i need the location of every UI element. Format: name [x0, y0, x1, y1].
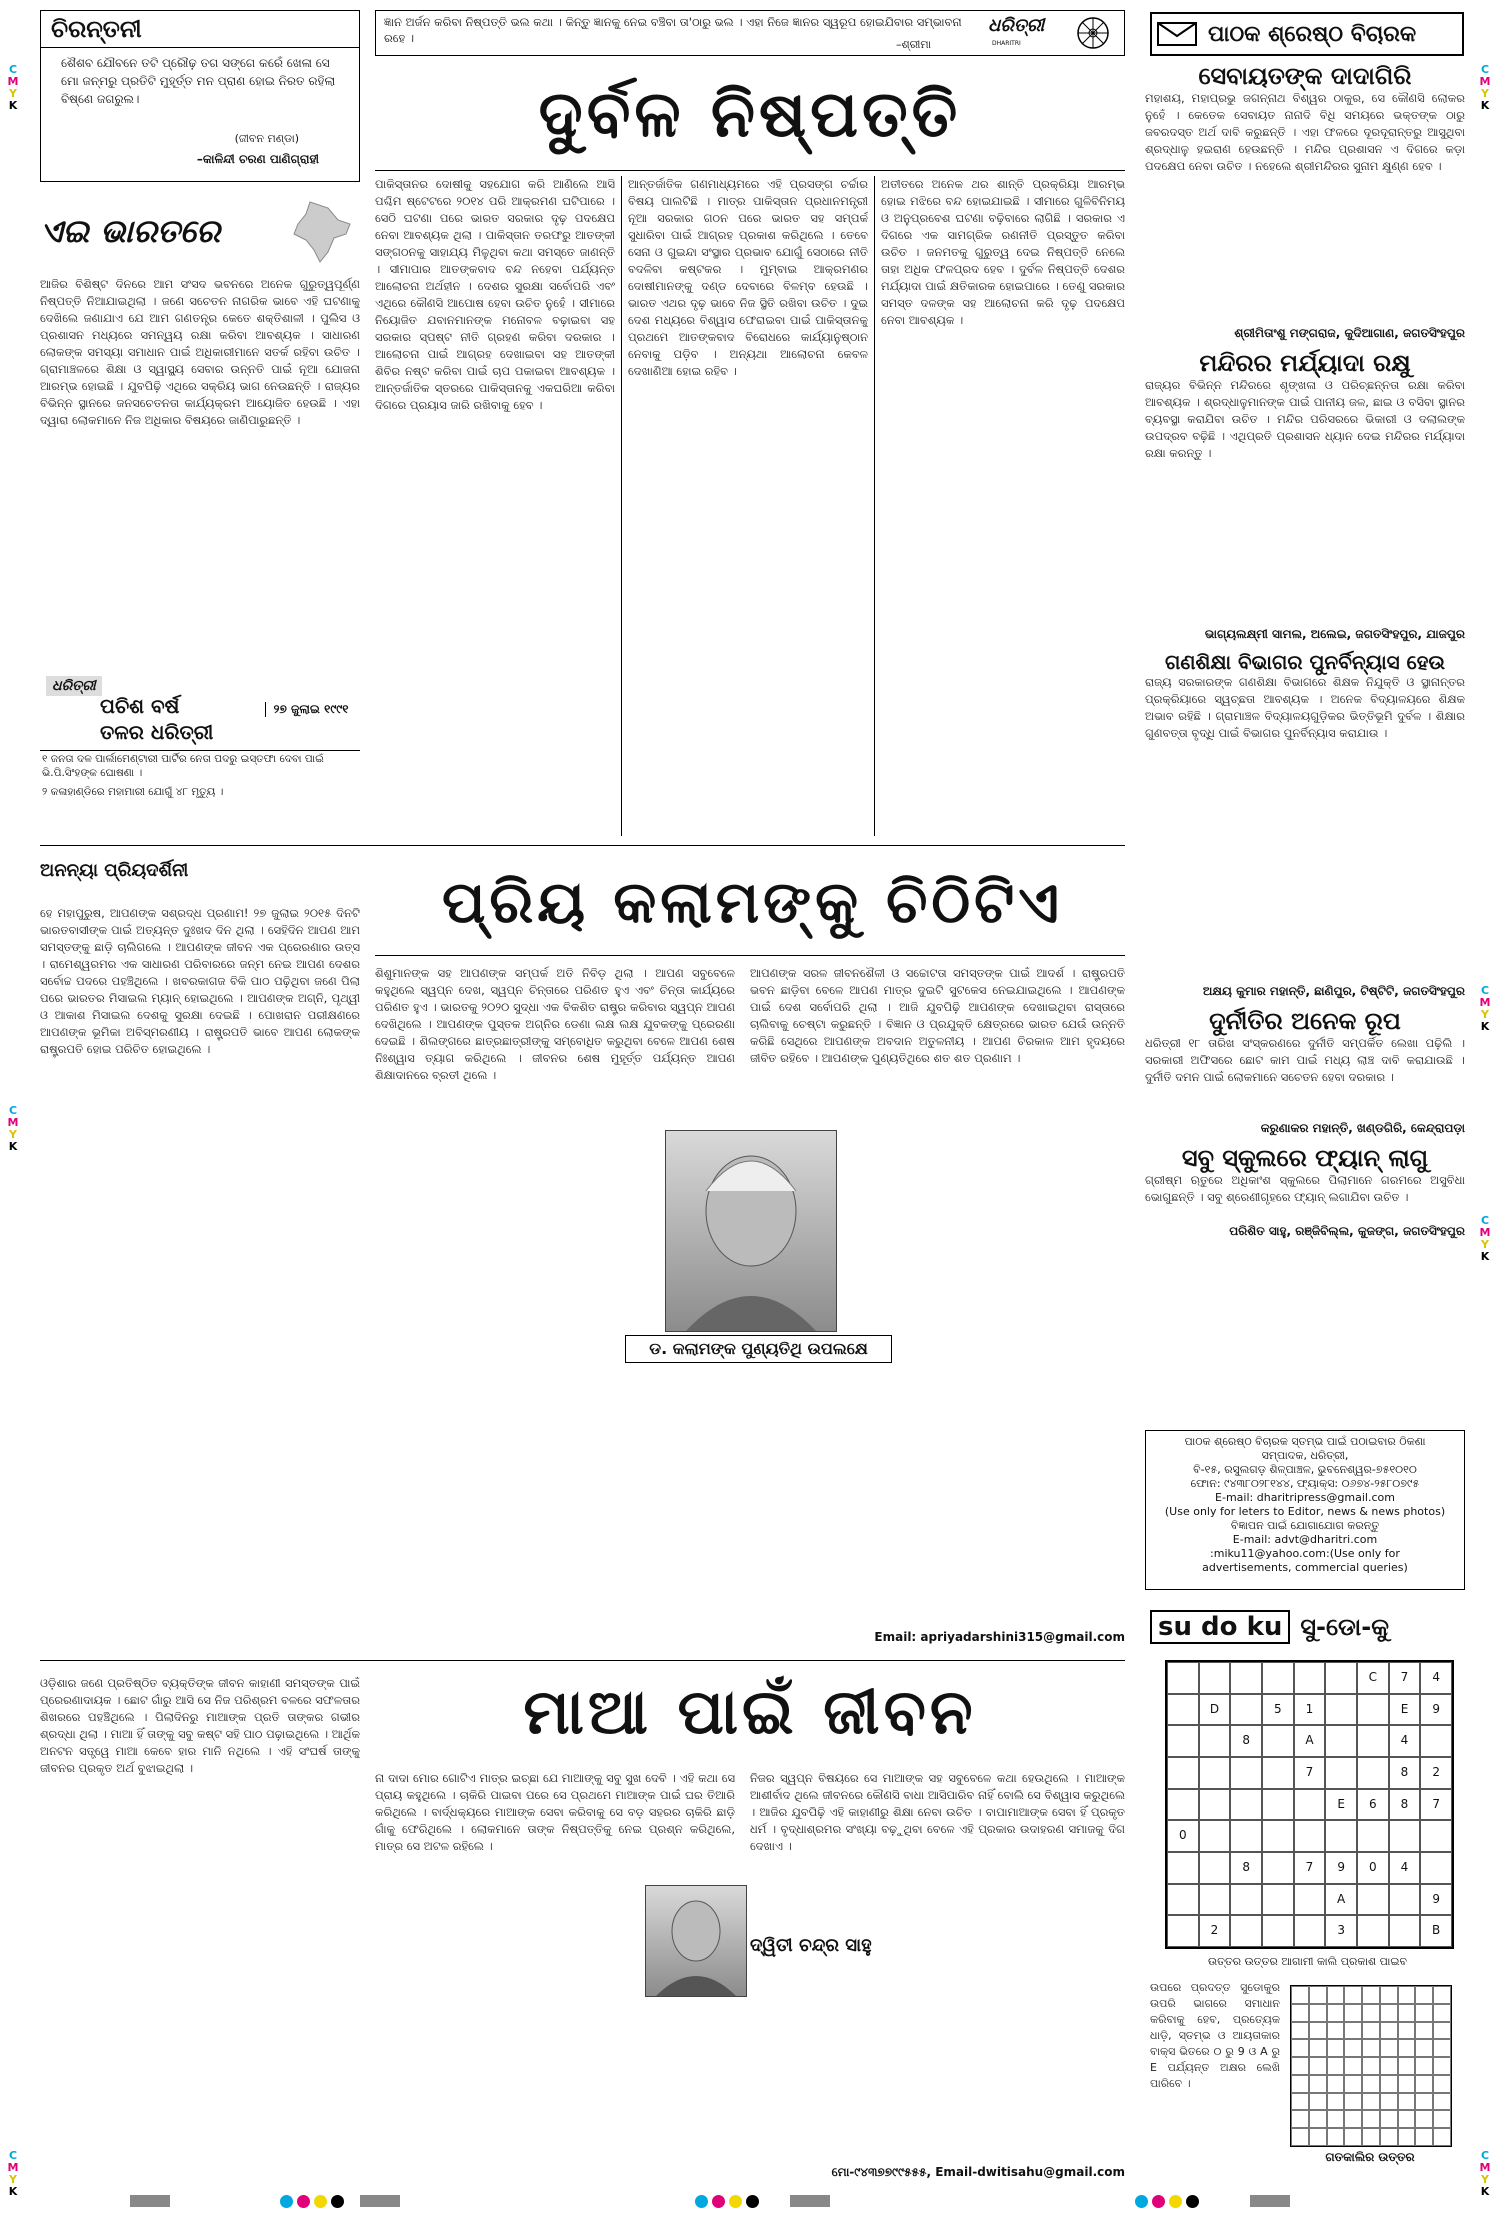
solution-cell	[1415, 1986, 1433, 2004]
solution-cell	[1433, 1986, 1451, 2004]
sudoku-cell[interactable]	[1167, 1915, 1199, 1947]
twentyfive-item1: ୧ ଜନତା ଦଳ ପାର୍ଲାମେଣ୍ଟାରୀ ପାର୍ଟିର ନେତା ପଦରୁ ଇସ୍ତଫା ଦେବା ପାଇଁ ଭି.ପି.ସିଂହଙ୍କ ଘୋଷଣା ।	[42, 753, 324, 779]
grey-bar-1	[130, 2195, 170, 2207]
sudoku-cell[interactable]	[1167, 1662, 1199, 1694]
reader-t5: ଗ୍ରୀଷ୍ମ ଋତୁରେ ଅଧିକାଂଶ ସ୍କୁଲରେ ପିଲାମାନେ ଗରମରେ ଅସୁବିଧା ଭୋଗୁଛନ୍ତି । ସବୁ ଶ୍ରେଣୀଗୃହରେ ଫ୍ୟାନ୍ ଲଗାଯିବା ଉଚିତ ।	[1145, 1173, 1465, 1204]
sudoku-cell[interactable]	[1357, 1694, 1389, 1726]
reader-banner	[1150, 12, 1464, 56]
solution-cell	[1415, 2004, 1433, 2022]
solution-cell	[1380, 2075, 1398, 2093]
chakra-icon	[1076, 16, 1110, 50]
solution-cell	[1309, 2075, 1327, 2093]
contact-box	[1145, 1430, 1465, 1590]
maa-author-photo	[645, 1885, 747, 1997]
maa-col3: ନିଜର ସ୍ୱପ୍ନ ବିଷୟରେ ସେ ମାଆଙ୍କ ସହ ସବୁବେଳେ କଥା ହେଉଥିଲେ । ମାଆଙ୍କ ଆଶୀର୍ବାଦ ଥିଲେ ଜୀବନରେ କୌଣସି ବାଧା ଆସିପାରିବ ନାହିଁ ବୋଲି ସେ ବିଶ୍ୱାସ କରୁଥିଲେ । ଆଜିର ଯୁବପିଢ଼ି ଏହି କାହାଣୀରୁ ଶିକ୍ଷା ନେବା ଉଚିତ । ବାପାମାଆଙ୍କ ସେବା ହିଁ ପ୍ରକୃତ ଧର୍ମ । ବୃଦ୍ଧାଶ୍ରମର ସଂଖ୍ୟା ବଢ଼ୁଥିବା ବେଳେ ଏହି ପ୍ରକାର ଉଦାହରଣ ସମାଜକୁ ଦିଗ ଦେଖାଏ ।	[750, 1771, 1125, 1853]
solution-cell	[1309, 2004, 1327, 2022]
sudoku-cell[interactable]: 0	[1357, 1852, 1389, 1884]
solution-cell	[1327, 2022, 1345, 2040]
twentyfive-date: ୨୭ ଜୁଲାଇ ୧୯୯୧	[265, 702, 356, 717]
solution-cell	[1433, 2075, 1451, 2093]
solution-cell	[1433, 2004, 1451, 2022]
solution-cell	[1415, 2057, 1433, 2075]
quote-author: –ଶ୍ରୀମା	[896, 38, 932, 51]
contact-ad-label: ବିଜ୍ଞାପନ ପାଇଁ ଯୋଗାଯୋଗ କରନ୍ତୁ	[1230, 1519, 1380, 1532]
reader-s5: ପରିଶିତ ସାହୁ, ରଞ୍ଜିବିଲ୍ଲ, କୁଜଙ୍ଗ, ଜଗତସିଂହପୁର	[1229, 1224, 1465, 1238]
grey-bar-4	[1250, 2195, 1290, 2207]
solution-cell	[1398, 2128, 1416, 2146]
solution-cell	[1415, 2075, 1433, 2093]
sudoku-cell[interactable]	[1357, 1884, 1389, 1916]
registration-mark-right-bottom: C M Y K	[1479, 2149, 1491, 2198]
solution-cell	[1362, 2075, 1380, 2093]
solution-cell	[1362, 2110, 1380, 2128]
sudoku-cell[interactable]: 8	[1230, 1725, 1262, 1757]
solution-cell	[1344, 2110, 1362, 2128]
solution-cell	[1433, 2093, 1451, 2111]
sudoku-solution	[1290, 1985, 1452, 2147]
contact-line4: ଫୋନ: ୯୪୩୮୦୨୮୧୪୪, ଫ୍ୟାକ୍ସ: ୦୬୭୪-୨୫୮୦୭୯୫	[1190, 1477, 1420, 1490]
contact-email3-note: advertisements, commercial queries)	[1202, 1561, 1408, 1574]
sudoku-cell[interactable]	[1420, 1820, 1452, 1852]
solution-cell	[1344, 2057, 1362, 2075]
reader-h5: ସବୁ ସ୍କୁଲରେ ଫ୍ୟାନ୍ ଲାଗୁ	[1181, 1144, 1429, 1172]
sudoku-cell[interactable]	[1167, 1725, 1199, 1757]
solution-cell	[1398, 2057, 1416, 2075]
sudoku-cell[interactable]	[1167, 1884, 1199, 1916]
editorial-col2: ଆନ୍ତର୍ଜାତିକ ଗଣମାଧ୍ୟମରେ ଏହି ପ୍ରସଙ୍ଗ ଚର୍ଚ୍ଚାର ବିଷୟ ପାଲଟିଛି । ମାତ୍ର ପାକିସ୍ତାନ ପ୍ରଧାନମନ୍ତ୍ରୀ ନୂଆ ସରକାର ଗଠନ ପରେ ଭାରତ ସହ ସମ୍ପର୍କ ସୁଧାରିବା ପାଇଁ ଆଗ୍ରହ ପ୍ରକାଶ କରିଥିଲେ । ତେବେ ସେନା ଓ ଗୁଇନ୍ଦା ସଂସ୍ଥାର ପ୍ରଭାବ ଯୋଗୁଁ ସେଠାରେ ନୀତି ବଦଳିବା କଷ୍ଟକର । ମୁମ୍ବାଇ ଆକ୍ରମଣର ଦୋଷୀମାନଙ୍କୁ ଦଣ୍ଡ ଦେବାରେ ବିଳମ୍ବ ହେଉଛି । ଭାରତ ଏଥର ଦୃଢ଼ ଭାବେ ନିଜ ସ୍ଥିତି ରଖିବା ଉଚିତ । ଦୁଇ ଦେଶ ମଧ୍ୟରେ ବିଶ୍ୱାସ ଫେରାଇବା ପାଇଁ ପାକିସ୍ତାନକୁ ପ୍ରଥମେ ଆତଙ୍କବାଦ ବିରୋଧରେ କାର୍ଯ୍ୟାନୁଷ୍ଠାନ ନେବାକୁ ପଡ଼ିବ । ଅନ୍ୟଥା ଆଲୋଚନା କେବଳ ଦେଖାଣିଆ ହୋଇ ରହିବ ।	[628, 177, 868, 378]
solution-cell	[1327, 2004, 1345, 2022]
solution-cell	[1433, 2022, 1451, 2040]
solution-cell	[1433, 2110, 1451, 2128]
sudoku-cell[interactable]	[1199, 1725, 1231, 1757]
quote-text: ଜ୍ଞାନ ଅର୍ଜନ କରିବା ନିଷ୍ପତ୍ତି ଭଲ କଥା । କିନ୍ତୁ ଜ୍ଞାନକୁ ନେଇ ବଞ୍ଚିବା ତା'ଠାରୁ ଭଲ । ଏହା ନିଜେ ଜ୍ଞାନର ସ୍ୱରୂପ ହୋଇଯିବାର ସମ୍ଭାବନା ରହେ ।	[384, 15, 962, 45]
sudoku-cell[interactable]: 7	[1294, 1757, 1326, 1789]
solution-cell	[1380, 2022, 1398, 2040]
sudoku-cell[interactable]: 3	[1325, 1915, 1357, 1947]
contact-line3: ବି-୧୫, ରସୁଲଗଡ଼ ଶିଳ୍ପାଞ୍ଚଳ, ଭୁବନେଶ୍ୱର-୭୫୧୦୧୦	[1193, 1463, 1417, 1476]
ajibharat-title: ଏଇ ଭାରତରେ	[40, 212, 221, 250]
sudoku-cell[interactable]	[1199, 1852, 1231, 1884]
solution-cell	[1327, 2093, 1345, 2111]
solution-cell	[1344, 2075, 1362, 2093]
registration-mark-left-mid: C M Y K	[7, 1104, 19, 1153]
sudoku-cell[interactable]	[1262, 1789, 1294, 1821]
solution-cell	[1380, 1986, 1398, 2004]
reader-h4: ଦୁର୍ନୀତିର ଅନେକ ରୂପ	[1209, 1007, 1401, 1035]
registration-mark-left-top: C M Y K	[7, 63, 19, 112]
solution-cell	[1398, 1986, 1416, 2004]
sudoku-cell[interactable]	[1294, 1915, 1326, 1947]
sudoku-cell[interactable]: B	[1420, 1915, 1452, 1947]
quote-box	[375, 10, 1125, 56]
sudoku-cell[interactable]: A	[1325, 1884, 1357, 1916]
solution-cell	[1309, 2022, 1327, 2040]
sudoku-cell[interactable]	[1325, 1820, 1357, 1852]
kalam-column-label: ଅନନ୍ୟା ପ୍ରିୟଦର୍ଶିନୀ	[40, 860, 189, 881]
reader-t4: ଧରିତ୍ରୀ ୧୮ ତାରିଖ ସଂସ୍କରଣରେ ଦୁର୍ନୀତି ସମ୍ପର୍କିତ ଲେଖା ପଢ଼ିଲି । ସରକାରୀ ଅଫିସରେ ଛୋଟ କାମ ପାଇଁ ମଧ୍ୟ ଲାଞ୍ଚ ଦାବି କରାଯାଉଛି । ଦୁର୍ନୀତି ଦମନ ପାଇଁ ଲୋକମାନେ ସଚେତନ ହେବା ଦରକାର ।	[1145, 1036, 1465, 1084]
editorial-col3: ଅତୀତରେ ଅନେକ ଥର ଶାନ୍ତି ପ୍ରକ୍ରିୟା ଆରମ୍ଭ ହୋଇ ମଝିରେ ବନ୍ଦ ହୋଇଯାଇଛି । ସୀମାରେ ଗୁଳିବିନିମୟ ଓ ଅନୁପ୍ରବେଶ ଘଟଣା ବଢ଼ିବାରେ ଲାଗିଛି । ସରକାର ଏ ଦିଗରେ ଏକ ସାମଗ୍ରିକ ରଣନୀତି ପ୍ରସ୍ତୁତ କରିବା ଉଚିତ । ଜନମତକୁ ଗୁରୁତ୍ୱ ଦେଇ ନିଷ୍ପତ୍ତି ନେଲେ ତାହା ଅଧିକ ଫଳପ୍ରଦ ହେବ । ଦୁର୍ବଳ ନିଷ୍ପତ୍ତି ଦେଶର ମର୍ଯ୍ୟାଦା ପାଇଁ କ୍ଷତିକାରକ ହୋଇପାରେ । ତେଣୁ ସରକାର ସମସ୍ତ ଦଳଙ୍କ ସହ ଆଲୋଚନା କରି ଦୃଢ଼ ପଦକ୍ଷେପ ନେବା ଆବଶ୍ୟକ ।	[881, 177, 1125, 327]
contact-email1: E-mail: dharitripress@gmail.com	[1215, 1491, 1395, 1504]
twentyfive-title-1: ପଚିଶ ବର୍ଷ	[100, 694, 180, 718]
sudoku-cell[interactable]	[1230, 1884, 1262, 1916]
solution-cell	[1398, 2039, 1416, 2057]
reader-s4: କରୁଣାକର ମହାନ୍ତି, ଖଣ୍ଡଗିରି, କେନ୍ଦ୍ରାପଡ଼ା	[1260, 1121, 1465, 1135]
solution-cell	[1327, 2075, 1345, 2093]
maa-col2: ନା ଦାଦା ମୋର ଗୋଟିଏ ମାତ୍ର ଇଚ୍ଛା ଯେ ମାଆଙ୍କୁ ସବୁ ସୁଖ ଦେବି । ଏହି କଥା ସେ ପ୍ରାୟ କହୁଥିଲେ । ଚାକିରି ପାଇବା ପରେ ସେ ପ୍ରଥମେ ମାଆଙ୍କ ପାଇଁ ଘର ତିଆରି କରିଥିଲେ । ବାର୍ଦ୍ଧକ୍ୟରେ ମାଆଙ୍କ ସେବା କରିବାକୁ ସେ ବଡ଼ ସହରର ଚାକିରି ଛାଡ଼ି ଗାଁକୁ ଫେରିଥିଲେ । ଲୋକମାନେ ତାଙ୍କ ନିଷ୍ପତ୍ତିକୁ ନେଇ ପ୍ରଶ୍ନ କରିଥିଲେ, ମାତ୍ର ସେ ଅଟଳ ରହିଲେ ।	[375, 1771, 735, 1853]
editorial-rule	[375, 170, 1125, 171]
solution-cell	[1291, 2022, 1309, 2040]
solution-cell	[1291, 2004, 1309, 2022]
kalam-headline: ପ୍ରିୟ କଲାମଙ୍କୁ ଚିଠିଟିଏ	[441, 868, 1064, 936]
sudoku-cell[interactable]	[1325, 1725, 1357, 1757]
sudoku-cell[interactable]	[1420, 1852, 1452, 1884]
sudoku-label-or: ସୁ-ଡୋ-କୁ	[1300, 1613, 1389, 1641]
portrait-icon	[666, 1131, 836, 1331]
solution-cell	[1344, 2128, 1362, 2146]
solution-cell	[1291, 2039, 1309, 2057]
sudoku-cell[interactable]	[1262, 1915, 1294, 1947]
ajibharat-header	[40, 200, 360, 265]
solution-cell	[1362, 1986, 1380, 2004]
solution-cell	[1398, 2004, 1416, 2022]
solution-cell	[1344, 2022, 1362, 2040]
solution-cell	[1344, 2039, 1362, 2057]
sudoku-cell[interactable]: 8	[1389, 1757, 1421, 1789]
solution-cell	[1398, 2110, 1416, 2128]
sudoku-cell[interactable]	[1357, 1725, 1389, 1757]
sudoku-cell[interactable]: D	[1199, 1694, 1231, 1726]
solution-cell	[1433, 2128, 1451, 2146]
contact-line2: ସମ୍ପାଦକ, ଧରିତ୍ରୀ,	[1261, 1449, 1349, 1462]
solution-cell	[1415, 2093, 1433, 2111]
sudoku-cell[interactable]: 4	[1420, 1662, 1452, 1694]
sudoku-cell[interactable]: 8	[1389, 1789, 1421, 1821]
maa-top-rule	[40, 1660, 1125, 1661]
chirantani-box	[40, 10, 360, 182]
registration-mark-right-mid2: C M Y K	[1479, 1214, 1491, 1263]
sudoku-label-en: su do ku	[1150, 1610, 1290, 1644]
kalam-top-rule	[40, 845, 1125, 846]
solution-cell	[1380, 2093, 1398, 2111]
editorial-divider-2	[874, 176, 875, 836]
reader-t1: ମହାଶୟ, ମହାପ୍ରଭୁ ଜଗନ୍ନାଥ ବିଶ୍ୱର ଠାକୁର, ସେ କୌଣସି ଲୋକର ନୁହେଁ । କେତେକ ସେବାୟତ ନାନାଦି ବିଧି ସମୟରେ ଭକ୍ତଙ୍କ ଠାରୁ ଜବରଦସ୍ତ ଅର୍ଥ ଦାବି କରୁଛନ୍ତି । ଏହା ଫଳରେ ଦୂରଦୂରାନ୍ତରୁ ଆସୁଥିବା ଶ୍ରଦ୍ଧାଳୁ ହଇରାଣ ହେଉଛନ୍ତି । ମନ୍ଦିର ପ୍ରଶାସନ ଏ ଦିଗରେ କଡ଼ା ପଦକ୍ଷେପ ନେବା ଉଚିତ । ନହେଲେ ଶ୍ରୀମନ୍ଦିରର ସୁନାମ କ୍ଷୁଣ୍ଣ ହେବ ।	[1145, 91, 1465, 173]
reader-column	[1145, 56, 1465, 1239]
solution-cell	[1327, 1986, 1345, 2004]
kalam-col1: ହେ ମହାପୁରୁଷ, ଆପଣଙ୍କ ସଶ୍ରଦ୍ଧ ପ୍ରଣାମ! ୨୭ ଜୁଲାଇ ୨୦୧୫ ଦିନଟି ଭାରତବାସୀଙ୍କ ପାଇଁ ଅତ୍ୟନ୍ତ ଦୁଃଖଦ ଦିନ ଥିଲା । ସେହିଦିନ ଆପଣ ଆମ ସମସ୍ତଙ୍କୁ ଛାଡ଼ି ଚାଲିଗଲେ । ଆପଣଙ୍କ ଜୀବନ ଏକ ପ୍ରେରଣାର ଉତ୍ସ । ରାମେଶ୍ୱରମର ଏକ ସାଧାରଣ ପରିବାରରେ ଜନ୍ମ ନେଇ ଆପଣ ଦେଶର ସର୍ବୋଚ୍ଚ ପଦରେ ପହଞ୍ଚିଥିଲେ । ଖବରକାଗଜ ବିକି ପାଠ ପଢ଼ିଥିବା ଜଣେ ପିଲା ପରେ ଭାରତର ମିସାଇଲ ମ୍ୟାନ୍ ହୋଇଥିଲେ । ଆପଣଙ୍କ ଅଗ୍ନି, ପୃଥ୍ୱୀ ଓ ଆକାଶ ମିସାଇଲ ଦେଶକୁ ସୁରକ୍ଷା ଦେଇଛି । ପୋଖରାନ ପରୀକ୍ଷଣରେ ଆପଣଙ୍କ ଭୂମିକା ଅବିସ୍ମରଣୀୟ । ରାଷ୍ଟ୍ରପତି ଭାବେ ଆପଣ ଲୋକଙ୍କ ରାଷ୍ଟ୍ରପତି ହୋଇ ପରିଚିତ ହୋଇଥିଲେ ।	[40, 906, 360, 1056]
kalam-caption: ଡ. କଲାମଙ୍କ ପୁଣ୍ୟତିଥି ଉପଲକ୍ଷେ	[625, 1335, 892, 1363]
india-map-icon	[280, 200, 360, 264]
sudoku-cell[interactable]	[1167, 1789, 1199, 1821]
sudoku-cell[interactable]: 7	[1294, 1852, 1326, 1884]
contact-email1-note: (Use only for leters to Editor, news & news photos)	[1164, 1505, 1446, 1518]
sudoku-cell[interactable]: E	[1325, 1789, 1357, 1821]
sudoku-cell[interactable]	[1230, 1694, 1262, 1726]
sudoku-cell[interactable]: A	[1294, 1725, 1326, 1757]
sudoku-cell[interactable]	[1199, 1884, 1231, 1916]
sudoku-cell[interactable]	[1167, 1757, 1199, 1789]
sudoku-cell[interactable]	[1262, 1757, 1294, 1789]
solution-cell	[1327, 2039, 1345, 2057]
reader-s2: ଭାଗ୍ୟଲକ୍ଷ୍ମୀ ସାମଲ, ଅଲେଇ, ଜଗତସିଂହପୁର, ଯାଜପୁର	[1204, 627, 1465, 641]
sudoku-cell[interactable]	[1262, 1662, 1294, 1694]
solution-cell	[1398, 2022, 1416, 2040]
sudoku-cell[interactable]: 4	[1389, 1725, 1421, 1757]
editorial-divider-1	[621, 176, 622, 836]
sudoku-cell[interactable]	[1262, 1820, 1294, 1852]
reader-t2: ରାଜ୍ୟର ବିଭିନ୍ନ ମନ୍ଦିରରେ ଶୃଙ୍ଖଳା ଓ ପରିଚ୍ଛନ୍ନତା ରକ୍ଷା କରିବା ଆବଶ୍ୟକ । ଶ୍ରଦ୍ଧାଳୁମାନଙ୍କ ପାଇଁ ପାନୀୟ ଜଳ, ଛାଇ ଓ ବସିବା ସ୍ଥାନର ବ୍ୟବସ୍ଥା କରାଯିବା ଉଚିତ । ମନ୍ଦିର ପରିସରରେ ଭିକାରୀ ଓ ଦଲାଲଙ୍କ ଉପଦ୍ରବ ବଢ଼ିଛି । ଏଥିପ୍ରତି ପ୍ରଶାସନ ଧ୍ୟାନ ଦେଇ ମନ୍ଦିରର ମର୍ଯ୍ୟାଦା ରକ୍ଷା କରନ୍ତୁ ।	[1145, 378, 1465, 460]
solution-cell	[1433, 2057, 1451, 2075]
solution-cell	[1309, 2057, 1327, 2075]
solution-cell	[1380, 2057, 1398, 2075]
solution-cell	[1309, 1986, 1327, 2004]
sudoku-cell[interactable]	[1325, 1757, 1357, 1789]
solution-cell	[1291, 2057, 1309, 2075]
sudoku-cell[interactable]	[1230, 1662, 1262, 1694]
sudoku-cell[interactable]: 6	[1357, 1789, 1389, 1821]
sudoku-cell[interactable]: 9	[1325, 1852, 1357, 1884]
solution-cell	[1291, 2128, 1309, 2146]
chirantani-title: ଚିରନ୍ତନୀ	[41, 11, 359, 48]
kalam-col2: ଶିଶୁମାନଙ୍କ ସହ ଆପଣଙ୍କ ସମ୍ପର୍କ ଅତି ନିବିଡ଼ ଥିଲା । ଆପଣ ସବୁବେଳେ କହୁଥିଲେ ସ୍ୱପ୍ନ ଦେଖ, ସ୍ୱପ୍ନ ଚିନ୍ତାରେ ପରିଣତ ହୁଏ ଏବଂ ଚିନ୍ତା କାର୍ଯ୍ୟରେ ପରିଣତ ହୁଏ । ଭାରତକୁ ୨୦୨୦ ସୁଦ୍ଧା ଏକ ବିକଶିତ ରାଷ୍ଟ୍ର କରିବାର ସ୍ୱପ୍ନ ଆପଣ ଦେଖିଥିଲେ । ଆପଣଙ୍କ ପୁସ୍ତକ ଅଗ୍ନିର ଡେଣା ଲକ୍ଷ ଲକ୍ଷ ଯୁବକଙ୍କୁ ପ୍ରେରଣା ଦେଇଛି । ଶିଲଙ୍ଗରେ ଛାତ୍ରଛାତ୍ରୀଙ୍କୁ ସମ୍ବୋଧିତ କରୁଥିବା ବେଳେ ଆପଣ ଶେଷ ନିଃଶ୍ୱାସ ତ୍ୟାଗ କରିଥିଲେ । ଜୀବନର ଶେଷ ମୁହୂର୍ତ୍ତ ପର୍ଯ୍ୟନ୍ତ ଆପଣ ଶିକ୍ଷାଦାନରେ ବ୍ରତୀ ଥିଲେ ।	[375, 966, 735, 1082]
sudoku-cell[interactable]	[1230, 1789, 1262, 1821]
sudoku-cell[interactable]	[1230, 1757, 1262, 1789]
solution-cell	[1362, 2128, 1380, 2146]
solution-cell	[1327, 2128, 1345, 2146]
sudoku-cell[interactable]	[1167, 1852, 1199, 1884]
solution-cell	[1362, 2057, 1380, 2075]
sudoku-cell[interactable]: C	[1357, 1662, 1389, 1694]
sudoku-grid[interactable]	[1165, 1660, 1454, 1949]
solution-cell	[1380, 2004, 1398, 2022]
solution-cell	[1415, 2128, 1433, 2146]
color-dots-2	[695, 2195, 759, 2208]
sudoku-solution-label: ଗତକାଲିର ଉତ୍ତର	[1325, 2150, 1415, 2164]
maa-col1: ଓଡ଼ିଶାର ଜଣେ ପ୍ରତିଷ୍ଠିତ ବ୍ୟକ୍ତିଙ୍କ ଜୀବନ କାହାଣୀ ସମସ୍ତଙ୍କ ପାଇଁ ପ୍ରେରଣାଦାୟକ । ଛୋଟ ଗାଁରୁ ଆସି ସେ ନିଜ ପରିଶ୍ରମ ବଳରେ ସଫଳତାର ଶିଖରରେ ପହଞ୍ଚିଥିଲେ । ପିଲାଦିନରୁ ମାଆଙ୍କ ପ୍ରତି ତାଙ୍କର ଗଭୀର ଶ୍ରଦ୍ଧା ଥିଲା । ମାଆ ହିଁ ତାଙ୍କୁ ସବୁ କଷ୍ଟ ସହି ପାଠ ପଢ଼ାଇଥିଲେ । ଆର୍ଥିକ ଅନଟନ ସତ୍ତ୍ୱେ ମାଆ କେବେ ହାର ମାନି ନଥିଲେ । ଏହି ସଂଘର୍ଷ ତାଙ୍କୁ ଜୀବନର ପ୍ରକୃତ ଅର୍ଥ ବୁଝାଇଥିଲା ।	[40, 1676, 360, 1775]
sudoku-cell[interactable]	[1357, 1757, 1389, 1789]
sudoku-cell[interactable]	[1199, 1820, 1231, 1852]
solution-cell	[1327, 2110, 1345, 2128]
sudoku-cell[interactable]: 2	[1199, 1915, 1231, 1947]
color-dots-3	[1135, 2195, 1199, 2208]
grey-bar-3	[790, 2195, 830, 2207]
dharitri-logo-sub: DHARITRI	[992, 40, 1021, 47]
sudoku-cell[interactable]	[1230, 1820, 1262, 1852]
sudoku-cell[interactable]	[1357, 1820, 1389, 1852]
solution-cell	[1327, 2057, 1345, 2075]
solution-cell	[1362, 2093, 1380, 2111]
solution-cell	[1380, 2110, 1398, 2128]
twentyfive-item2: ୨ କଳାହାଣ୍ଡିରେ ମହାମାରୀ ଯୋଗୁଁ ୪୮ ମୃତ୍ୟୁ ।	[42, 786, 224, 798]
twentyfive-title-2: ତଳର ଧରିତ୍ରୀ	[100, 720, 214, 744]
sudoku-cell[interactable]	[1262, 1884, 1294, 1916]
maa-headline: ମାଆ ପାଇଁ ଜୀବନ	[523, 1675, 977, 1748]
sudoku-cell[interactable]	[1325, 1662, 1357, 1694]
solution-cell	[1344, 2093, 1362, 2111]
reader-s1: ଶ୍ରୀମିତାଂଶୁ ମଙ୍ଗରାଜ, କୁଦିଆଗାଣ, ଜଗତସିଂହପୁର	[1234, 326, 1465, 340]
reader-h3: ଗଣଶିକ୍ଷା ବିଭାଗର ପୁନର୍ବିନ୍ୟାସ ହେଉ	[1164, 650, 1446, 674]
contact-email2: E-mail: advt@dharitri.com	[1232, 1533, 1378, 1546]
sudoku-cell[interactable]: 5	[1262, 1694, 1294, 1726]
sudoku-cell[interactable]	[1294, 1884, 1326, 1916]
registration-mark-right-top: C M Y K	[1479, 63, 1491, 112]
sudoku-cell[interactable]	[1199, 1662, 1231, 1694]
sudoku-cell[interactable]: E	[1389, 1694, 1421, 1726]
sudoku-cell[interactable]	[1199, 1789, 1231, 1821]
reader-h1: ସେବାୟତଙ୍କ ଦାଦାଗିରି	[1198, 62, 1412, 90]
dharitri-logo-small: ଧରିତ୍ରୀ	[988, 15, 1045, 36]
reader-h2: ମନ୍ଦିରର ମର୍ଯ୍ୟାଦା ରକ୍ଷୁ	[1199, 349, 1411, 377]
sudoku-cell[interactable]: 0	[1167, 1820, 1199, 1852]
chirantani-poem: ଶୈଶବ ଯୌବନେ ତଟି ପ୍ରୌଢ଼ ତଗ ସଙ୍ଗେ କରେଁ ଖେଳା ସେ ମୋ ଜନ୍ମରୁ ପ୍ରତିଟି ମୁହୂର୍ତ୍ତ ମନ ପ୍ରାଣ ହୋଇ ନିରତ ରହିଲା ବିଷ୍ଣେ ଜଗରୁଲ।	[61, 56, 336, 106]
solution-cell	[1362, 2039, 1380, 2057]
sudoku-cell[interactable]	[1199, 1757, 1231, 1789]
kalam-col3: ଆପଣଙ୍କ ସରଳ ଜୀବନଶୈଳୀ ଓ ସଚ୍ଚୋଟତା ସମସ୍ତଙ୍କ ପାଇଁ ଆଦର୍ଶ । ରାଷ୍ଟ୍ରପତି ଭବନ ଛାଡ଼ିବା ବେଳେ ଆପଣ ମାତ୍ର ଦୁଇଟି ସୁଟକେସ ନେଇଯାଇଥିଲେ । ଆପଣଙ୍କ ପାଇଁ ଦେଶ ସର୍ବୋପରି ଥିଲା । ଆଜି ଯୁବପିଢ଼ି ଆପଣଙ୍କ ଦେଖାଇଥିବା ରାସ୍ତାରେ ଚାଲିବାକୁ ଚେଷ୍ଟା କରୁଛନ୍ତି । ବିଜ୍ଞାନ ଓ ପ୍ରଯୁକ୍ତି କ୍ଷେତ୍ରରେ ଭାରତ ଯେଉଁ ଉନ୍ନତି କରିଛି ସେଥିରେ ଆପଣଙ୍କ ଅବଦାନ ଅତୁଳନୀୟ । ଆପଣ ଚିରକାଳ ଆମ ହୃଦୟରେ ଜୀବିତ ରହିବେ । ଆପଣଙ୍କ ପୁଣ୍ୟତିଥିରେ ଶତ ଶତ ପ୍ରଣାମ ।	[750, 966, 1125, 1065]
sudoku-cell[interactable]	[1262, 1725, 1294, 1757]
solution-cell	[1398, 2093, 1416, 2111]
solution-cell	[1309, 2093, 1327, 2111]
solution-cell	[1398, 2075, 1416, 2093]
registration-mark-right-mid: C M Y K	[1479, 984, 1491, 1033]
kalam-rule	[375, 955, 1125, 956]
sudoku-cell[interactable]: 9	[1420, 1884, 1452, 1916]
kalam-email: Email: apriyadarshini315@gmail.com	[874, 1630, 1125, 1644]
envelope-icon	[1156, 19, 1200, 49]
editorial-headline: ଦୁର୍ବଳ ନିଷ୍ପତ୍ତି	[538, 78, 962, 152]
maa-email: ମୋ-୯୪୩୭୭୯୯୫୫୫, Email-dwitisahu@gmail.com	[831, 2165, 1125, 2179]
contact-line1: ପାଠକ ଶ୍ରେଷ୍ଠ ବିଚାରକ ସ୍ତମ୍ଭ ପାଇଁ ପଠାଇବାର ଠିକଣା	[1184, 1435, 1426, 1448]
reader-banner-title: ପାଠକ ଶ୍ରେଷ୍ଠ ବିଚାରକ	[1208, 21, 1417, 47]
solution-cell	[1362, 2022, 1380, 2040]
solution-cell	[1309, 2128, 1327, 2146]
sudoku-cell[interactable]: 8	[1230, 1852, 1262, 1884]
twentyfive-box	[40, 672, 360, 782]
solution-cell	[1291, 2110, 1309, 2128]
sudoku-cell[interactable]: 1	[1294, 1694, 1326, 1726]
sudoku-rules: ଉପରେ ପ୍ରଦତ୍ତ ସୁଡୋକୁର ଉପରି ଭାଗରେ ସମାଧାନ କରିବାକୁ ହେବ, ପ୍ରତ୍ୟେକ ଧାଡ଼ି, ସ୍ତମ୍ଭ ଓ ଆୟତାକାର ବାକ୍ସ ଭିତରେ ୦ ରୁ 9 ଓ A ରୁ E ପର୍ଯ୍ୟନ୍ତ ଅକ୍ଷର ଲେଖି ପାରିବେ ।	[1150, 1981, 1280, 2090]
author-portrait-icon	[646, 1886, 746, 1996]
solution-cell	[1291, 2093, 1309, 2111]
sudoku-cell[interactable]	[1294, 1662, 1326, 1694]
registration-mark-left-bottom: C M Y K	[7, 2149, 19, 2198]
sudoku-cell[interactable]	[1294, 1820, 1326, 1852]
kalam-photo	[665, 1130, 837, 1332]
solution-cell	[1309, 2110, 1327, 2128]
sudoku-cell[interactable]	[1389, 1820, 1421, 1852]
ajibharat-body: ଆଜିର ବିଶିଷ୍ଟ ଦିନରେ ଆମ ସଂସଦ ଭବନରେ ଅନେକ ଗୁରୁତ୍ୱପୂର୍ଣ୍ଣ ନିଷ୍ପତ୍ତି ନିଆଯାଇଥିଲା । ଜଣେ ସଚେତନ ନାଗରିକ ଭାବେ ଏହି ଘଟଣାକୁ ଦେଖିଲେ ଜଣାଯାଏ ଯେ ଆମ ଗଣତନ୍ତ୍ର କେତେ ଶକ୍ତିଶାଳୀ । ପୁଲିସ ଓ ପ୍ରଶାସନ ମଧ୍ୟରେ ସମନ୍ୱୟ ରକ୍ଷା କରିବା ଆବଶ୍ୟକ । ସାଧାରଣ ଲୋକଙ୍କ ସମସ୍ୟା ସମାଧାନ ପାଇଁ ଅଧିକାରୀମାନେ ସତର୍କ ରହିବା ଉଚିତ । ଗ୍ରାମାଞ୍ଚଳରେ ଶିକ୍ଷା ଓ ସ୍ୱାସ୍ଥ୍ୟ ସେବାର ଉନ୍ନତି ପାଇଁ ନୂଆ ଯୋଜନା ଆରମ୍ଭ ହୋଇଛି । ଯୁବପିଢ଼ି ଏଥିରେ ସକ୍ରିୟ ଭାଗ ନେଉଛନ୍ତି । ରାଜ୍ୟର ବିଭିନ୍ନ ସ୍ଥାନରେ ଜନସଚେତନତା କାର୍ଯ୍ୟକ୍ରମ ଆୟୋଜିତ ହେଉଛି । ଏହା ଦ୍ୱାରା ଲୋକମାନେ ନିଜ ଅଧିକାର ବିଷୟରେ ଜାଣିପାରୁଛନ୍ତି ।	[40, 277, 360, 427]
solution-cell	[1415, 2110, 1433, 2128]
solution-cell	[1344, 1986, 1362, 2004]
solution-cell	[1362, 2004, 1380, 2022]
contact-email3: :miku11@yahoo.com:(Use only for	[1210, 1547, 1400, 1560]
maa-author: ଦ୍ୱିତୀ ଚନ୍ଦ୍ର ସାହୁ	[750, 1935, 872, 1956]
sudoku-cell[interactable]	[1167, 1694, 1199, 1726]
sudoku-label	[1150, 1610, 1389, 1644]
solution-cell	[1380, 2039, 1398, 2057]
chirantani-author: –କାଳିନ୍ଦୀ ଚରଣ ପାଣିଗ୍ରାହୀ	[196, 152, 319, 166]
solution-cell	[1309, 2039, 1327, 2057]
solution-cell	[1415, 2022, 1433, 2040]
sudoku-answer-note: ଉତ୍ତର ଉତ୍ତର ଆଗାମୀ କାଲି ପ୍ରକାଶ ପାଇବ	[1207, 1955, 1408, 1968]
solution-cell	[1433, 2039, 1451, 2057]
twentyfive-logo: ଧରିତ୍ରୀ	[46, 676, 102, 696]
sudoku-cell[interactable]: 4	[1389, 1852, 1421, 1884]
solution-cell	[1344, 2004, 1362, 2022]
sudoku-cell[interactable]	[1262, 1852, 1294, 1884]
solution-cell	[1380, 2128, 1398, 2146]
sudoku-cell[interactable]: 9	[1420, 1694, 1452, 1726]
solution-cell	[1291, 1986, 1309, 2004]
sudoku-cell[interactable]	[1294, 1789, 1326, 1821]
editorial-col1: ପାକିସ୍ତାନର ଦୋଷୀକୁ ସହଯୋଗ କରି ଆଣିଲେ ଆସି ପଶ୍ଚିମ ଷ୍ଟେଟରେ ୨୦୧୪ ପରି ଆକ୍ରମଣ ଘଟିପାରେ । ସେଠି ଘଟଣା ପରେ ଭାରତ ସରକାର ଦୃଢ଼ ପଦକ୍ଷେପ ନେବା ଆବଶ୍ୟକ ଥିଲା । ପାକିସ୍ତାନ ତରଫରୁ ଆତଙ୍କୀ ସଙ୍ଗଠନକୁ ସାହାଯ୍ୟ ମିଳୁଥିବା କଥା ସମସ୍ତେ ଜାଣନ୍ତି । ସୀମାପାର ଆତଙ୍କବାଦ ବନ୍ଦ ନହେବା ପର୍ଯ୍ୟନ୍ତ ଆଲୋଚନା ଅର୍ଥହୀନ । ଦେଶର ସୁରକ୍ଷା ସର୍ବୋପରି ଏବଂ ଏଥିରେ କୌଣସି ଆପୋଷ ହେବା ଉଚିତ ନୁହେଁ । ସୀମାରେ ନିୟୋଜିତ ଯବାନମାନଙ୍କ ମନୋବଳ ବଢ଼ାଇବା ସହ ସରକାର ସ୍ପଷ୍ଟ ନୀତି ଗ୍ରହଣ କରିବା ଦରକାର । ଆଲୋଚନା ପାଇଁ ଆଗ୍ରହ ଦେଖାଇବା ସହ ଆତଙ୍କୀ ଶିବିର ନଷ୍ଟ କରିବା ପାଇଁ ଚାପ ପକାଇବା ଆବଶ୍ୟକ । ଆନ୍ତର୍ଜାତିକ ସ୍ତରରେ ପାକିସ୍ତାନକୁ ଏକଘରିଆ କରିବା ଦିଗରେ ପ୍ରୟାସ ଜାରି ରଖିବାକୁ ହେବ ।	[375, 177, 615, 412]
sudoku-cell[interactable]	[1230, 1915, 1262, 1947]
twentyfive-rule	[40, 750, 360, 751]
sudoku-cell[interactable]	[1325, 1694, 1357, 1726]
reader-t3: ରାଜ୍ୟ ସରକାରଙ୍କ ଗଣଶିକ୍ଷା ବିଭାଗରେ ଶିକ୍ଷକ ନିଯୁକ୍ତି ଓ ସ୍ଥାନାନ୍ତର ପ୍ରକ୍ରିୟାରେ ସ୍ୱଚ୍ଛତା ଆବଶ୍ୟକ । ଅନେକ ବିଦ୍ୟାଳୟରେ ଶିକ୍ଷକ ଅଭାବ ରହିଛି । ଗ୍ରାମାଞ୍ଚଳ ବିଦ୍ୟାଳୟଗୁଡ଼ିକର ଭିତ୍ତିଭୂମି ଦୁର୍ବଳ । ଶିକ୍ଷାର ଗୁଣବତ୍ତା ବୃଦ୍ଧି ପାଇଁ ବିଭାଗର ପୁନର୍ବିନ୍ୟାସ କରାଯାଉ ।	[1145, 675, 1465, 740]
sudoku-cell[interactable]	[1389, 1884, 1421, 1916]
reader-s3: ଅକ୍ଷୟ କୁମାର ମହାନ୍ତି, ଛାଣିପୁର, ଟିଷ୍ଟିଟି, ଜଗତସିଂହପୁର	[1202, 984, 1465, 998]
color-dots-1	[280, 2195, 344, 2208]
solution-cell	[1415, 2039, 1433, 2057]
sudoku-cell[interactable]: 7	[1389, 1662, 1421, 1694]
sudoku-cell[interactable]	[1420, 1725, 1452, 1757]
sudoku-cell[interactable]: 7	[1420, 1789, 1452, 1821]
sudoku-cell[interactable]: 2	[1420, 1757, 1452, 1789]
sudoku-cell[interactable]	[1389, 1915, 1421, 1947]
chirantani-source: (ଜୀବନ ମଣ୍ଡା)	[234, 132, 299, 145]
solution-cell	[1291, 2075, 1309, 2093]
grey-bar-2	[360, 2195, 400, 2207]
sudoku-cell[interactable]	[1357, 1915, 1389, 1947]
